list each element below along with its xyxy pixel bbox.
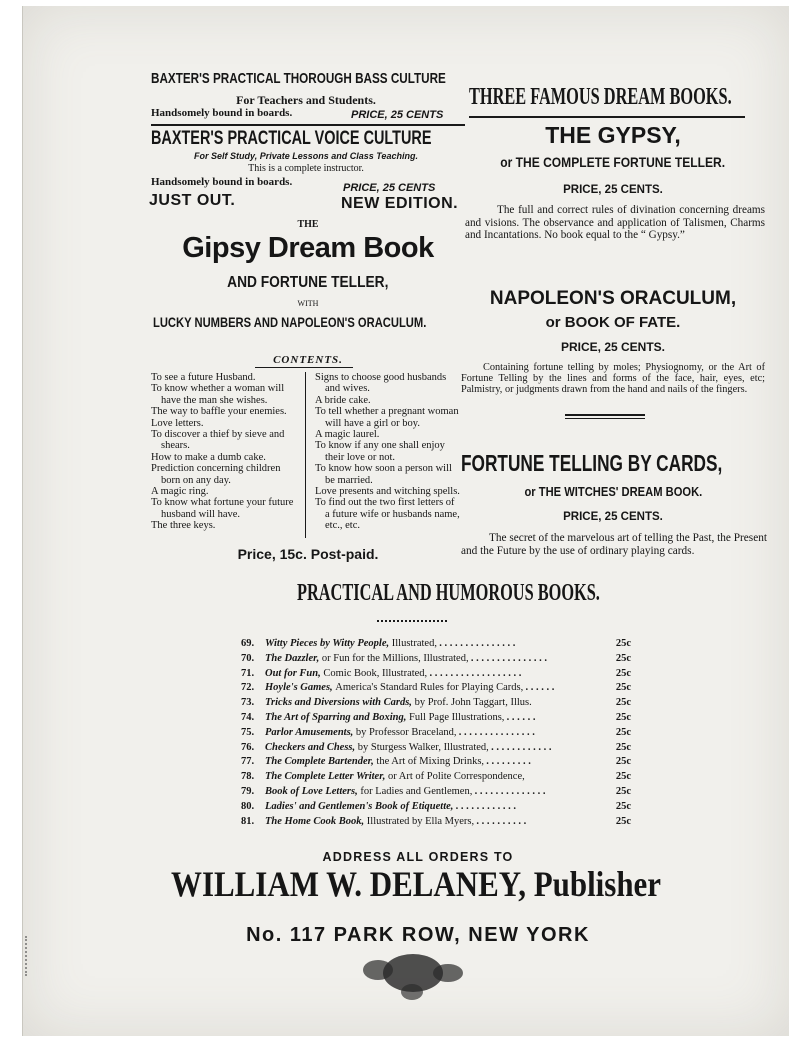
list-item: A magic ring. [151, 486, 209, 498]
three-dream-books-header: THREE FAMOUS DREAM BOOKS. [469, 84, 732, 110]
item-title-text: The Complete Letter Writer, [265, 771, 386, 783]
list-item: To see a future Husband. [151, 372, 256, 383]
publisher-address: No. 117 PARK ROW, NEW YORK [246, 924, 590, 946]
item-title: Out for Fun, Comic Book, Illustrated, . . . . . . . . . . . . . . . . . . [265, 667, 522, 679]
item-number: 80. [241, 800, 255, 812]
contents-underline [255, 367, 353, 368]
contents-heading: CONTENTS. [273, 354, 343, 366]
table-row [241, 638, 631, 652]
cards-title: FORTUNE TELLING BY CARDS, [461, 450, 723, 476]
table-row [241, 742, 631, 756]
item-title-text: The Art of Sparring and Boxing, [265, 712, 407, 723]
item-price: 25c [615, 667, 631, 679]
item-title-text: The Dazzler, [265, 652, 320, 664]
item-number: 81. [241, 815, 255, 827]
item-title-text: Ladies' and Gentlemen's Book of Etiquette, [265, 800, 454, 812]
item-title [265, 697, 532, 708]
bass-culture-binding: Handsomely bound in boards. [151, 107, 293, 119]
item-title-text: Hoyle's Games, [265, 682, 333, 694]
contents-right-list [315, 372, 461, 532]
contents-left-list [151, 372, 299, 532]
item-number: 71. [241, 667, 255, 679]
gypsy-title: THE GYPSY, [545, 122, 681, 148]
catalog-list [241, 638, 631, 838]
list-item: Love presents and witching spells. [315, 486, 460, 498]
list-item: To find out the two first letters of a future wife or husbands name, etc., etc. [315, 497, 460, 532]
practical-humorous-header: PRACTICAL AND HUMOROUS BOOKS. [297, 580, 600, 606]
gipsy-price: Price, 15c. Post-paid. [237, 546, 379, 562]
item-price: 25c [615, 815, 631, 827]
item-price: 25c [615, 756, 631, 768]
table-row [241, 668, 631, 682]
bass-culture-subtitle: For Teachers and Students. [236, 93, 376, 107]
item-desc: by Prof. John Taggart, Illus. [414, 697, 532, 709]
item-desc: or Fun for the Millions, Illustrated, [321, 652, 469, 664]
napoleon-divider-2 [565, 418, 645, 419]
napoleon-description: Containing fortune telling by moles; Physiognomy, or the Art of Fortune Telling by the lines and forms of the face, hair, eyes, etc; Palmistry, or judgments drawn from the hand and nails of the fingers. [461, 362, 765, 395]
item-title-text: The Home Cook Book, [265, 815, 365, 827]
item-desc: Full Page Illustrations, [409, 712, 505, 723]
item-number: 79. [241, 786, 255, 797]
address-all-orders: ADDRESS ALL ORDERS TO [322, 850, 514, 864]
contents-divider [305, 372, 306, 538]
list-item: A magic laurel. [315, 429, 380, 441]
item-number: 76. [241, 741, 255, 753]
item-desc: or Art of Polite Correspondence, [387, 771, 525, 783]
item-title: Ladies' and Gentlemen's Book of Etiquette, . . . . . . . . . . . . [265, 800, 517, 812]
list-item: The way to baffle your enemies. [151, 406, 287, 418]
item-number: 75. [241, 726, 255, 738]
list-item: Signs to choose good husbands and wives. [315, 372, 447, 395]
item-desc: for Ladies and Gentlemen, [360, 786, 473, 797]
voice-culture-subtitle: For Self Study, Private Lessons and Class Teaching. [194, 151, 418, 161]
item-price: 25c [615, 638, 631, 649]
item-number: 69. [241, 638, 255, 649]
list-item: Love letters. [151, 417, 204, 429]
header-underline [469, 116, 745, 118]
item-number: 77. [241, 756, 255, 768]
item-number: 73. [241, 697, 255, 709]
table-row [241, 653, 631, 667]
item-title: The Dazzler, or Fun for the Millions, Illustrated, . . . . . . . . . . . . . . . [265, 652, 548, 664]
list-item: Prediction concerning children born on any day. [151, 463, 281, 486]
list-item: A bride cake. [315, 394, 371, 406]
voice-culture-title: BAXTER'S PRACTICAL VOICE CULTURE [151, 128, 432, 149]
list-item: The three keys. [151, 520, 216, 532]
gipsy-the: THE [297, 219, 319, 230]
item-desc: Illustrated, [391, 638, 437, 649]
table-row [241, 712, 631, 726]
table-row [241, 756, 631, 770]
table-row [241, 697, 631, 711]
item-price: 25c [615, 712, 631, 723]
table-row [241, 801, 631, 815]
just-out-label: JUST OUT. [149, 192, 236, 209]
item-title: The Art of Sparring and Boxing, Full Page Illustrations, . . . . . . [265, 712, 536, 723]
napoleon-subtitle: or BOOK OF FATE. [545, 314, 681, 331]
list-item: To discover a thief by sieve and shears. [151, 429, 285, 452]
voice-culture-binding: Handsomely bound in boards. [151, 176, 293, 188]
napoleon-divider [565, 414, 645, 416]
item-price: 25c [615, 741, 631, 753]
item-price: 25c [615, 726, 631, 738]
table-row [241, 771, 631, 785]
item-title-text: Out for Fun, [265, 667, 321, 679]
item-number: 70. [241, 652, 255, 664]
list-item: To know how soon a person will be married. [315, 463, 452, 486]
item-desc: by Professor Braceland, [355, 726, 457, 738]
item-title [265, 771, 525, 782]
list-item: How to make a dumb cake. [151, 451, 266, 463]
item-title: Parlor Amusements, by Professor Braceland, . . . . . . . . . . . . . . . [265, 726, 536, 738]
advertisement-page [22, 6, 789, 1036]
item-desc: America's Standard Rules for Playing Cards, [335, 682, 524, 694]
bass-culture-title: BAXTER'S PRACTICAL THOROUGH BASS CULTURE [151, 70, 446, 87]
gipsy-lucky-numbers: LUCKY NUMBERS AND NAPOLEON'S ORACULUM. [153, 314, 427, 330]
gypsy-description: The full and correct rules of divination concerning dreams and visions. The observance and application of Talismen, Charms and Incantations. No book equal to the “ Gypsy.” [465, 204, 765, 241]
gipsy-with: WITH [297, 299, 319, 308]
ornament-divider [377, 614, 447, 622]
left-edge-wear [25, 936, 35, 976]
new-edition-label: NEW EDITION. [341, 195, 459, 212]
gipsy-fortune-teller: AND FORTUNE TELLER, [227, 274, 389, 291]
list-item: To know if any one shall enjoy their love or not. [315, 440, 445, 463]
list-item: To know what fortune your future husband will have. [151, 497, 294, 520]
item-title-text: Witty Pieces by Witty People, [265, 638, 390, 649]
ink-stain [353, 944, 473, 1004]
list-item: To tell whether a pregnant woman will have a girl or boy. [315, 406, 459, 429]
voice-culture-note: This is a complete instructor. [248, 163, 364, 174]
bass-culture-price: PRICE, 25 CENTS [351, 109, 444, 121]
cards-description: The secret of the marvelous art of telling the Past, the Present and the Future by the use of ordinary playing cards. [461, 532, 767, 557]
table-row [241, 816, 631, 830]
item-title: Checkers and Chess, by Sturgess Walker, Illustrated, . . . . . . . . . . . . [265, 741, 552, 753]
voice-culture-price: PRICE, 25 CENTS [343, 182, 436, 194]
list-item: To know whether a woman will have the man she wishes. [151, 383, 285, 406]
item-price: 25c [615, 771, 631, 783]
item-title-text: The Complete Bartender, [265, 756, 374, 768]
item-number: 74. [241, 712, 255, 723]
item-title-text: Checkers and Chess, [265, 741, 356, 753]
item-title-text: Parlor Amusements, [265, 726, 354, 738]
item-title-text: Tricks and Diversions with Cards, [265, 697, 412, 709]
item-title: Hoyle's Games, America's Standard Rules for Playing Cards, . . . . . . [265, 682, 555, 694]
napoleon-title: NAPOLEON'S ORACULUM, [489, 288, 737, 309]
cards-subtitle: or THE WITCHES' DREAM BOOK. [524, 484, 702, 499]
item-desc: the Art of Mixing Drinks, [376, 756, 485, 768]
item-price: 25c [615, 697, 631, 709]
item-number: 72. [241, 682, 255, 694]
item-title: The Home Cook Book, Illustrated by Ella Myers, . . . . . . . . . . [265, 815, 527, 827]
item-price: 25c [615, 682, 631, 694]
cards-price: PRICE, 25 CENTS. [563, 511, 663, 523]
item-price: 25c [615, 786, 631, 797]
table-row [241, 727, 631, 741]
table-row [241, 682, 631, 696]
bass-divider [151, 124, 465, 126]
napoleon-price: PRICE, 25 CENTS. [560, 340, 666, 354]
item-title: Witty Pieces by Witty People, Illustrated, . . . . . . . . . . . . . . . [265, 638, 516, 649]
item-title: The Complete Bartender, the Art of Mixing Drinks, . . . . . . . . . [265, 756, 532, 768]
item-price: 25c [615, 800, 631, 812]
item-number: 78. [241, 771, 255, 783]
table-row [241, 786, 631, 800]
gipsy-dream-book-title: Gipsy Dream Book [182, 232, 434, 264]
item-desc: Illustrated by Ella Myers, [366, 815, 475, 827]
item-desc: Comic Book, Illustrated, [323, 667, 428, 679]
gypsy-subtitle: or THE COMPLETE FORTUNE TELLER. [500, 154, 726, 170]
item-desc: by Sturgess Walker, Illustrated, [357, 741, 489, 753]
gypsy-price: PRICE, 25 CENTS. [563, 184, 663, 196]
item-price: 25c [615, 652, 631, 664]
item-title-text: Book of Love Letters, [265, 786, 358, 797]
publisher-name: WILLIAM W. DELANEY, Publisher [171, 864, 662, 904]
item-title: Book of Love Letters, for Ladies and Gentlemen, . . . . . . . . . . . . . . [265, 786, 546, 797]
